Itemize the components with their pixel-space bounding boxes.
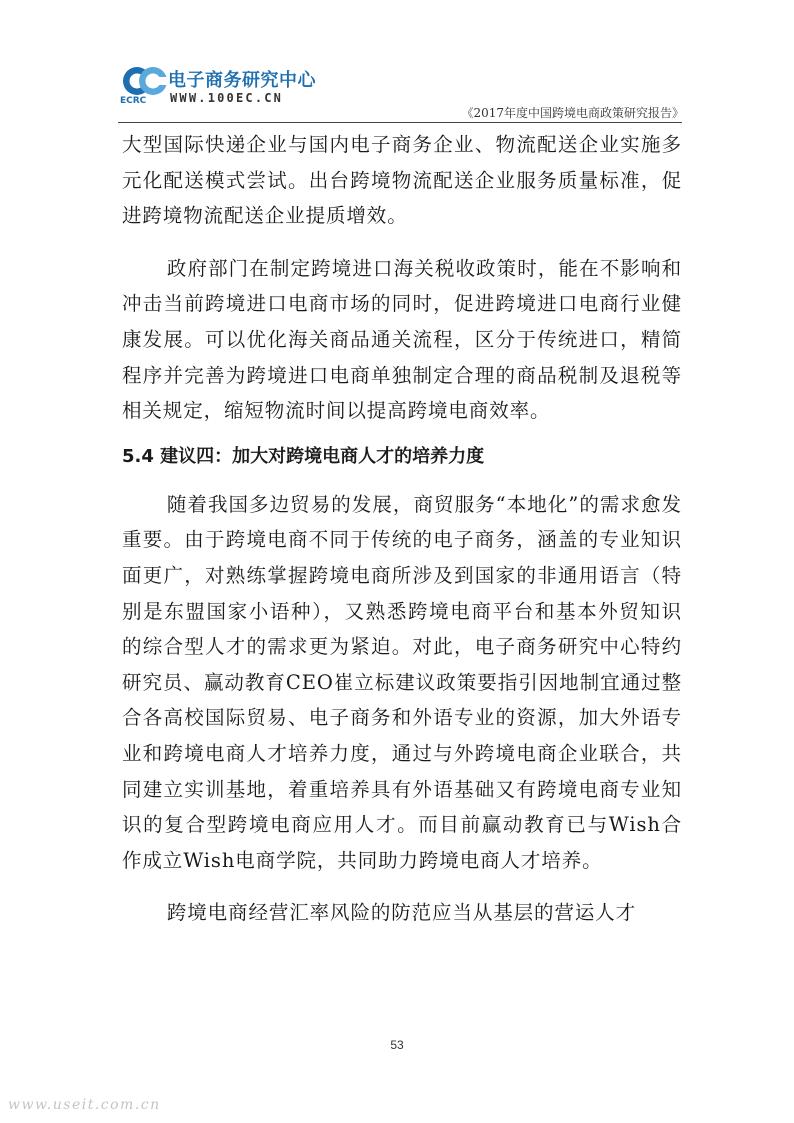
ec-logo-icon [122, 64, 168, 98]
report-title: 《2017年度中国跨境电商政策研究报告》 [461, 106, 684, 120]
body-paragraph: 跨境电商经营汇率风险的防范应当从基层的营运人才 [166, 901, 637, 925]
section-heading: 5.4 建议四：加大对跨境电商人才的培养力度 [122, 445, 485, 467]
body-paragraph: 大型国际快递企业与国内电子商务企业、物流配送企业实施多元化配送模式尝试。出台跨境物流配送企业服务质量标准，促进跨境物流配送企业提质增效。 [122, 133, 682, 228]
logo-url: WWW.100EC.CN [170, 91, 284, 105]
watermark: www.useit.com.cn [8, 1097, 161, 1113]
header-divider [118, 122, 682, 123]
paragraph-spacer [122, 234, 682, 251]
body-paragraph: 随着我国多边贸易的发展，商贸服务“本地化”的需求愈发重要。由于跨境电商不同于传统的电子商务，涵盖的专业知识面更广，对熟练掌握跨境电商所涉及到国家的非通用语言（特别是东盟国家小语种），又熟悉跨境电商平台和基本外贸知识的综合型人才的需求更为紧迫。对此，电子商务研究中心特约研究员、赢动教育CEO崔立标建议政策要指引因地制宜通过整合各高校国际贸易、电子商务和外语专业的资源，加大外语专业和跨境电商人才培养力度，通过与外跨境电商企业联合，共同建立实训基地，着重培养具有外语基础又有跨境电商专业知识的复合型跨境电商应用人才。而目前赢动教育已与Wish合作成立Wish电商学院，共同助力跨境电商人才培养。 [122, 492, 682, 872]
paragraph-spacer [122, 878, 682, 895]
body-paragraph: 政府部门在制定跨境进口海关税收政策时，能在不影响和冲击当前跨境进口电商市场的同时，促进跨境进口电商行业健康发展。可以优化海关商品通关流程，区分于传统进口，精简程序并完善为跨境进口电商单独制定合理的商品税制及退税等相关规定，缩短物流时间以提高跨境电商效率。 [122, 256, 682, 423]
logo-abbreviation: ECRC [120, 96, 147, 106]
page-header [0, 0, 794, 125]
logo-title: 电子商务研究中心 [168, 70, 316, 91]
page-content [122, 127, 682, 931]
page-number: 53 [390, 1038, 404, 1052]
